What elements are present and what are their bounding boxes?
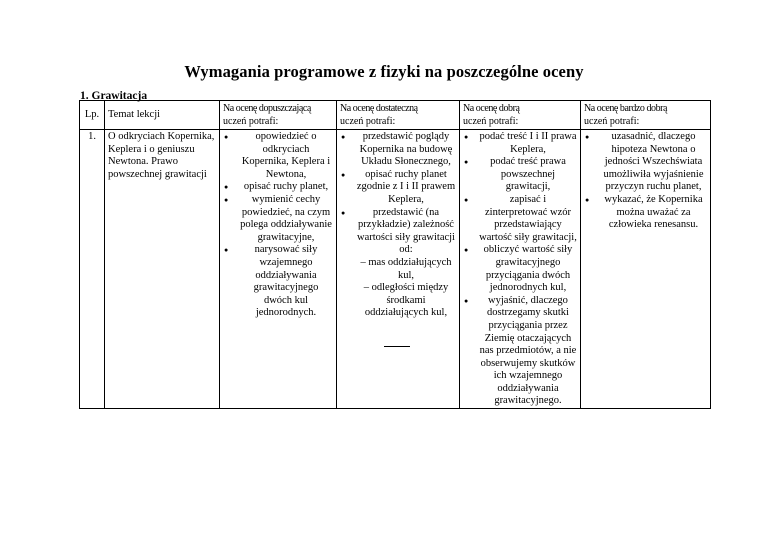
blank-line-divider xyxy=(384,346,410,347)
grade-4-item: ● podać treść prawa powszechnej grawitacji, xyxy=(463,156,577,194)
grade-3-requirements xyxy=(337,130,460,409)
header-grade-3-line2: uczeń potrafi: xyxy=(340,115,396,127)
grade-2-item: ● opowiedzieć o odkryciach Kopernika, Keplera i Newtona, xyxy=(223,131,333,181)
grade-5-item: ● uzasadnić, dlaczego hipoteza Newtona o jedności Wszechświata umożliwiła wyjaśnienie przyczyn ruchu planet, xyxy=(584,131,707,194)
section-heading: 1. Grawitacja xyxy=(80,90,148,102)
header-grade-5-line2: uczeń potrafi: xyxy=(584,115,640,127)
page-title: Wymagania programowe z fizyki na poszczególne oceny xyxy=(184,62,584,81)
grade-3-sub-item: – odległości między środkami oddziałujących kul, xyxy=(363,282,449,319)
row-number: 1. xyxy=(80,130,105,409)
header-grade-3 xyxy=(337,101,460,130)
header-grade-5 xyxy=(581,101,711,130)
grade-3-sub-item: – mas oddziałujących kul, xyxy=(360,256,452,281)
grade-4-item: ● zapisać i zinterpretować wzór przedstawiający wartość siły grawitacji, xyxy=(463,194,577,244)
header-grade-2-line2: uczeń potrafi: xyxy=(223,115,279,127)
row-topic: O odkryciach Kopernika, Keplera i o geniuszu Newtona. Prawo powszechnej grawitacji xyxy=(105,130,220,409)
header-lp: Lp. xyxy=(80,101,105,130)
header-topic: Temat lekcji xyxy=(105,101,220,130)
grade-5-item: ● wykazać, że Kopernika można uważać za człowieka renesansu. xyxy=(584,194,707,232)
header-grade-2 xyxy=(220,101,337,130)
grade-3-item: ● przedstawić (na przykładzie) zależność wartości siły grawitacji od: xyxy=(340,207,456,257)
grade-2-requirements xyxy=(220,130,337,409)
header-grade-3-line1: Na ocenę dostateczną xyxy=(340,103,418,114)
grade-4-item: ● wyjaśnić, dlaczego dostrzegamy skutki przyciągania przez Ziemię otaczających nas przedmiotów, a nie obserwujemy skutków ich wzajemnego oddziaływania grawitacyjnego. xyxy=(463,295,577,408)
table-row xyxy=(80,130,711,409)
requirements-table xyxy=(79,100,711,409)
header-grade-4-line1: Na ocenę dobrą xyxy=(463,103,520,114)
header-grade-4-line2: uczeń potrafi: xyxy=(463,115,519,127)
table-header-row xyxy=(80,101,711,130)
grade-5-requirements xyxy=(581,130,711,409)
grade-3-item: ● przedstawić poglądy Kopernika na budowę Układu Słonecznego, xyxy=(340,131,456,169)
grade-2-item: ● wymienić cechy powiedzieć, na czym polega oddziaływanie grawitacyjne, xyxy=(223,194,333,244)
header-grade-2-line1: Na ocenę dopuszczającą xyxy=(223,103,311,114)
grade-4-requirements xyxy=(460,130,581,409)
grade-4-item: ● podać treść I i II prawa Keplera, xyxy=(463,131,577,156)
header-grade-4 xyxy=(460,101,581,130)
grade-2-item: ● narysować siły wzajemnego oddziaływania grawitacyjnego dwóch kul jednorodnych. xyxy=(223,244,333,320)
grade-2-item: ● opisać ruchy planet, xyxy=(223,181,333,194)
grade-3-item: ● opisać ruchy planet zgodnie z I i II prawem Keplera, xyxy=(340,169,456,207)
grade-4-item: ● obliczyć wartość siły grawitacyjnego przyciągania dwóch jednorodnych kul, xyxy=(463,244,577,294)
header-grade-5-line1: Na ocenę bardzo dobrą xyxy=(584,103,668,114)
